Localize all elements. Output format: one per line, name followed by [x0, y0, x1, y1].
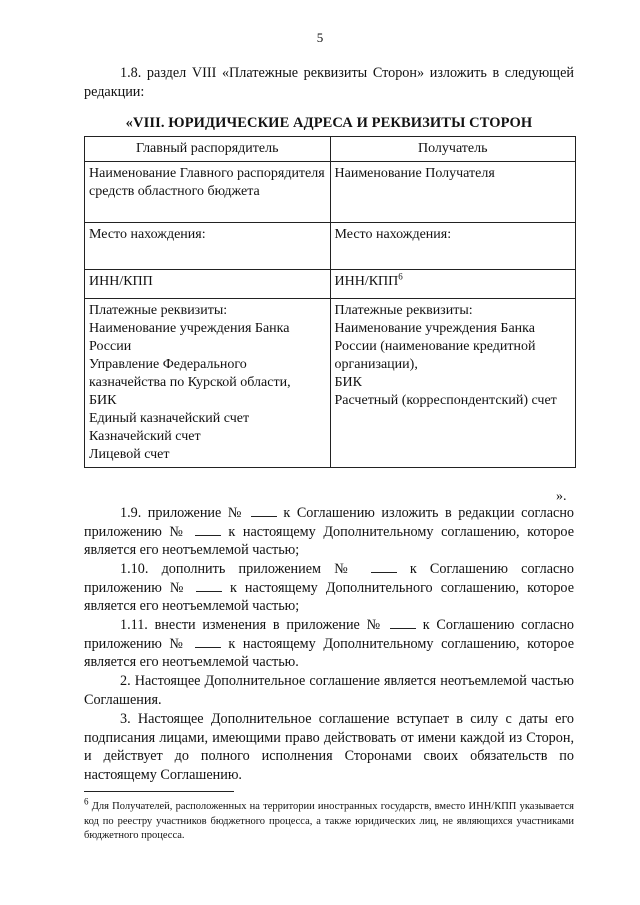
inn-right-text: ИНН/КПП [334, 274, 399, 289]
requisites-table [84, 136, 576, 468]
cell-payment-right [330, 299, 576, 468]
payment-line: Наименование учреждения Банка России (наименование кредитной организации), [334, 321, 536, 372]
p19-part-a: 1.9. приложение № [120, 505, 245, 521]
cell-inn-right [330, 270, 576, 299]
p110-part-c: к настоящему Дополнительного соглашению, которое является его неотъемлемой частью; [84, 579, 574, 614]
cell-name-left: Наименование Главного распорядителя средств областного бюджета [85, 162, 331, 223]
p110-part-a: 1.10. дополнить приложением № [120, 561, 358, 577]
paragraph-1-9 [84, 504, 574, 560]
payment-line: Казначейский счет [89, 429, 201, 444]
footnote-separator [84, 791, 234, 792]
p19-part-c: к настоящему Дополнительному соглашению, которое является его неотъемлемой частью; [84, 523, 574, 558]
payment-line: Управление Федерального казначейства по Курской области, [89, 357, 291, 390]
table-row [85, 223, 576, 270]
blank-field [251, 505, 277, 517]
payment-line: Платежные реквизиты: [89, 303, 228, 318]
payment-line: Расчетный (корреспондентский) счет [334, 393, 557, 408]
cell-location-left: Место нахождения: [85, 223, 331, 270]
table-row [85, 162, 576, 223]
blank-field [371, 561, 397, 573]
table-row [85, 270, 576, 299]
intro-paragraph: 1.8. раздел VIII «Платежные реквизиты Сторон» изложить в следующей редакции: [84, 65, 574, 100]
p110-part-b: к Соглашению согласно приложению № [84, 561, 574, 596]
footnote-text: Для Получателей, расположенных на территории иностранных государств, вместо ИНН/КПП указывается код по реестру участников бюджетного процесса, а также юридических лиц, не являющихся участниками бюджетного процесса. [84, 801, 574, 841]
header-chief-manager: Главный распорядитель [85, 137, 331, 162]
p111-part-b: к Соглашению согласно приложению № [84, 617, 575, 652]
payment-line: Единый казначейский счет [89, 411, 250, 426]
footnote [84, 796, 574, 844]
cell-inn-left: ИНН/КПП [85, 270, 331, 299]
payment-line: БИК [89, 393, 117, 408]
table-header-row [85, 137, 576, 162]
table-row [85, 299, 576, 468]
p111-part-a: 1.11. внести изменения в приложение № [120, 617, 384, 633]
footnote-mark: 6 [84, 796, 89, 807]
section-heading: «VIII. ЮРИДИЧЕСКИЕ АДРЕСА И РЕКВИЗИТЫ СТОРОН [125, 115, 533, 131]
cell-payment-left [85, 299, 331, 468]
blank-field [196, 580, 222, 592]
blank-field [195, 524, 221, 536]
p19-part-b: к Соглашению изложить в редакции согласно приложению № [84, 505, 575, 540]
page-number: 5 [316, 30, 324, 45]
closing-quote: ». [556, 489, 567, 504]
header-recipient: Получатель [330, 137, 576, 162]
footnote-ref: 6 [398, 271, 403, 282]
paragraph-1-11 [84, 616, 574, 672]
cell-location-right: Место нахождения: [330, 223, 576, 270]
paragraph-3: 3. Настоящее Дополнительное соглашение вступает в силу с даты его подписания лицами, имеющими право действовать от имени каждой из Сторон, и действует до полного исполнения Сторонами своих обязательств по настоящему Соглашению. [84, 711, 574, 783]
blank-field [390, 617, 416, 629]
p111-part-c: к настоящему Дополнительному соглашению, которое является его неотъемлемой частью. [84, 635, 574, 670]
payment-line: БИК [334, 375, 362, 390]
payment-line: Лицевой счет [89, 447, 170, 462]
payment-line: Наименование учреждения Банка России [89, 321, 290, 354]
blank-field [195, 636, 221, 648]
paragraph-1-10 [84, 560, 574, 616]
paragraph-2: 2. Настоящее Дополнительное соглашение является неотъемлемой частью Соглашения. [84, 673, 574, 708]
cell-name-right: Наименование Получателя [330, 162, 576, 223]
payment-line: Платежные реквизиты: [334, 303, 473, 318]
